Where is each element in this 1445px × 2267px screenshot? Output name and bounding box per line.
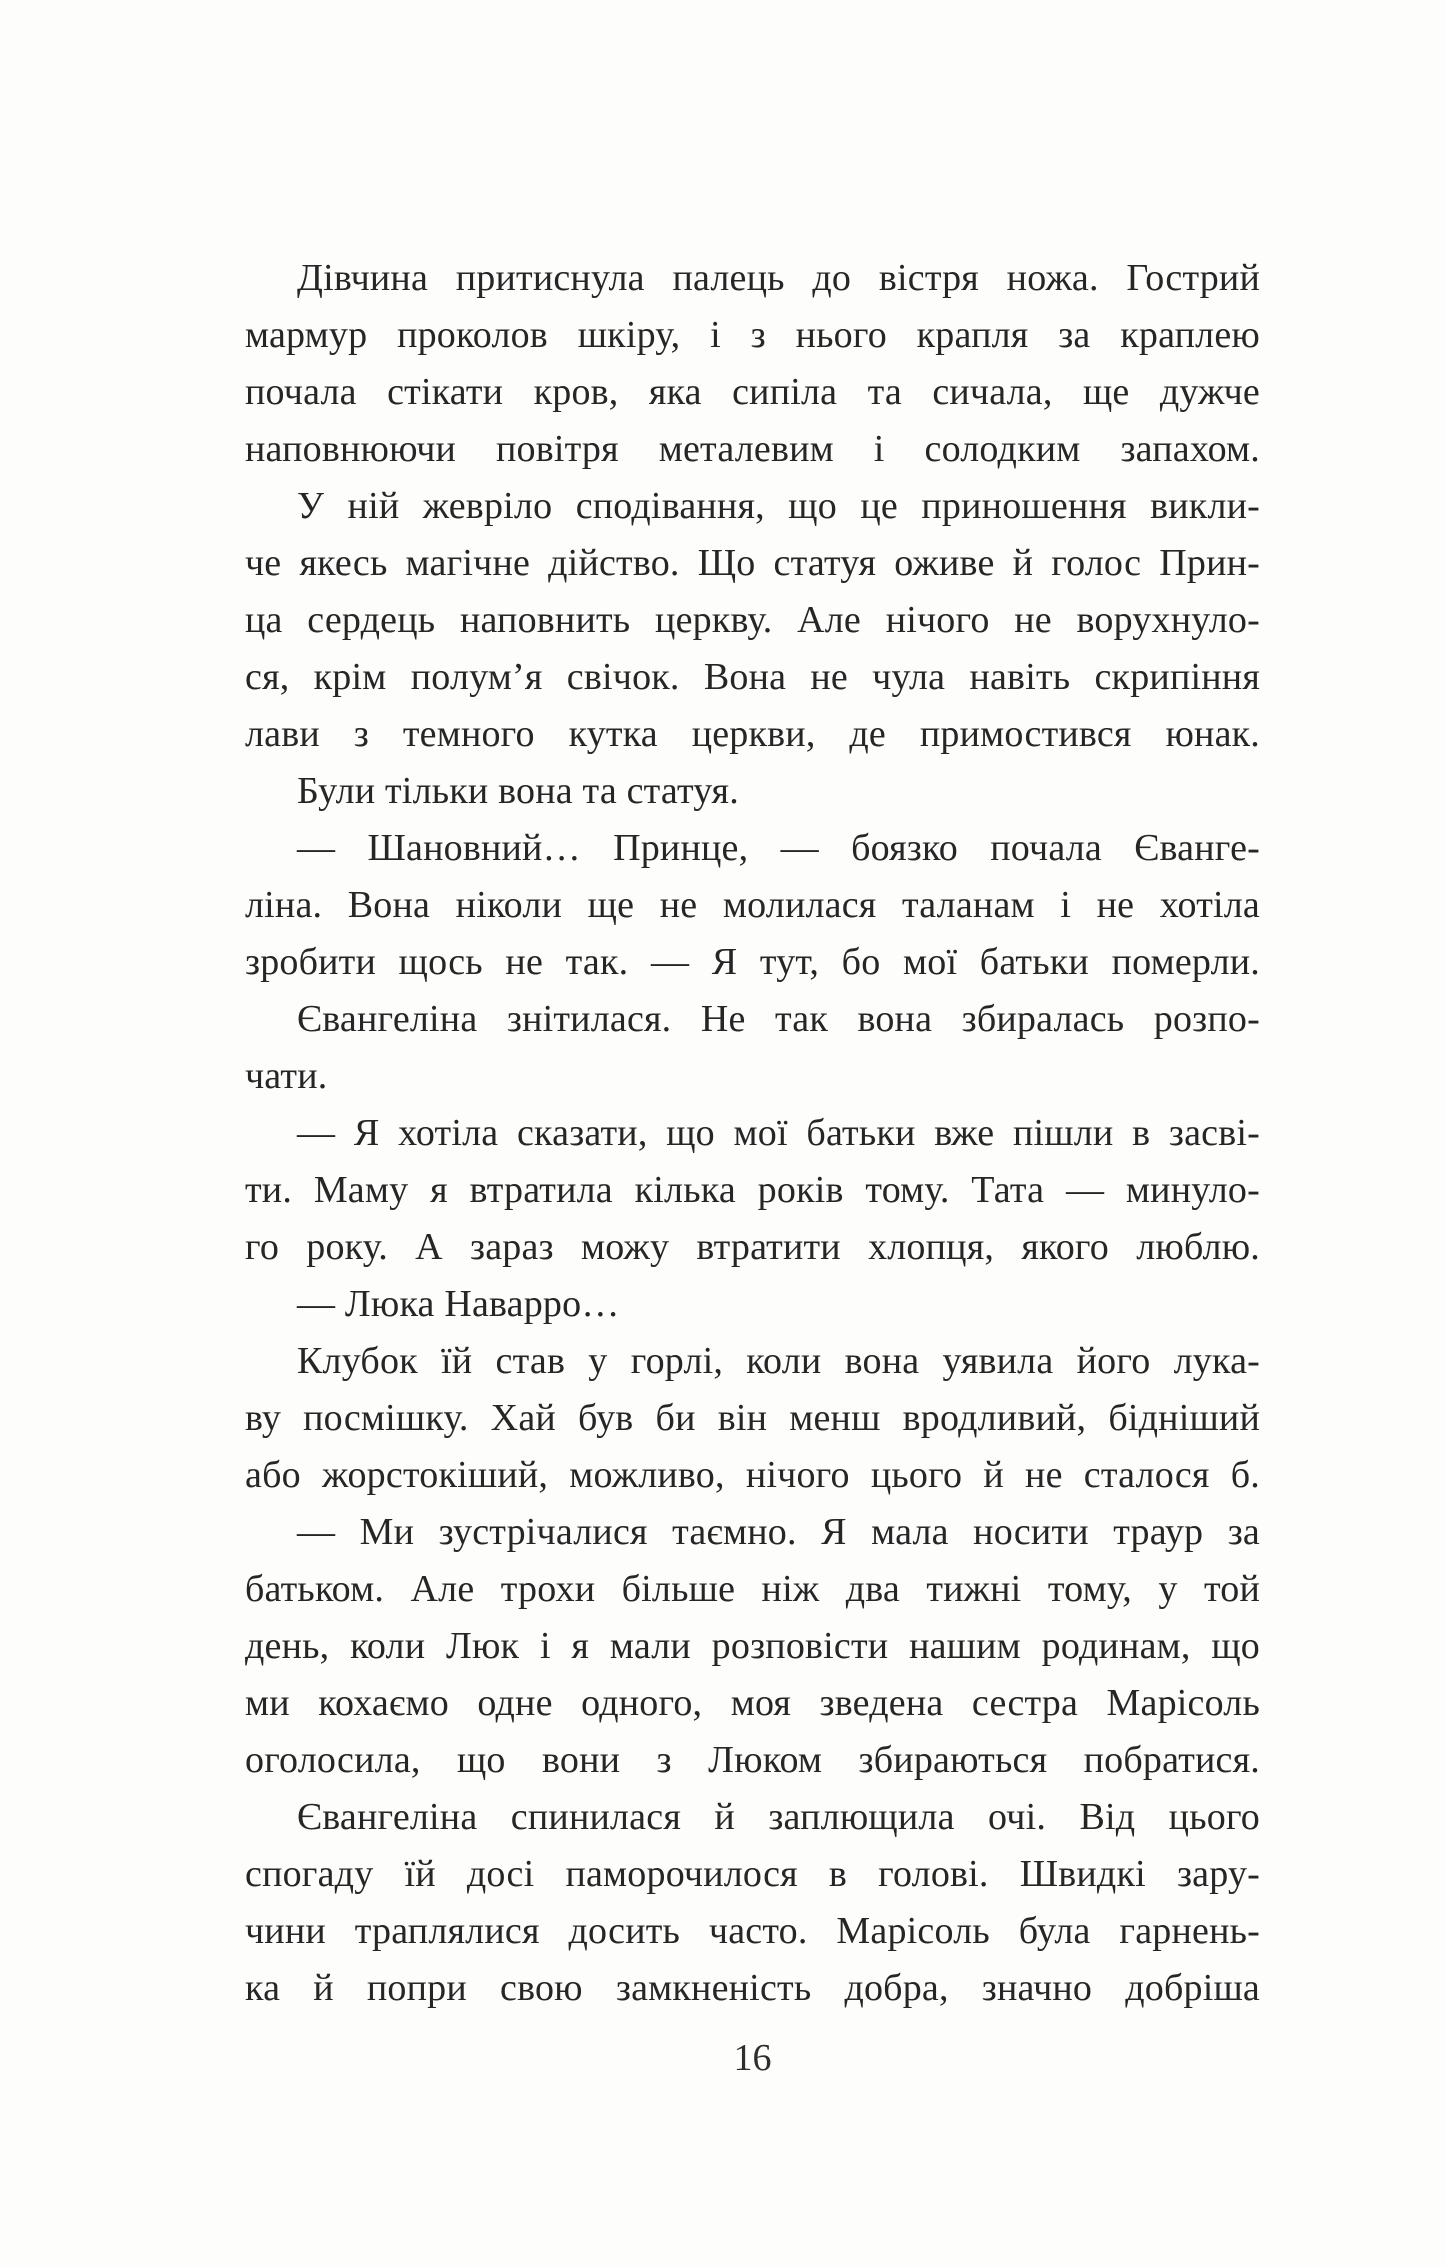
text-line: — Шановний… Принце, — боязко почала Єванге- xyxy=(297,827,1260,869)
paragraph xyxy=(245,1504,1260,1789)
text-line: лави з темного кутка церкви, де примостився юнак. xyxy=(245,713,1260,755)
text-line: Були тільки вона та статуя. xyxy=(297,770,739,812)
paragraph xyxy=(245,991,1260,1105)
paragraph xyxy=(245,1276,1260,1333)
text-line: чини траплялися досить часто. Марісоль була гарнень- xyxy=(245,1910,1260,1952)
text-line: че якесь магічне дійство. Що статуя оживе й голос Прин- xyxy=(245,542,1260,584)
text-line: Дівчина притиснула палець до вістря ножа. Гострий xyxy=(297,257,1260,299)
text-line: Клубок їй став у горлі, коли вона уявила його лука- xyxy=(297,1340,1260,1382)
text-line: ліна. Вона ніколи ще не молилася таланам і не хотіла xyxy=(245,884,1260,926)
text-line: ву посмішку. Хай був би він менш вродливий, бідніший xyxy=(245,1397,1260,1439)
paragraph xyxy=(245,820,1260,991)
text-line: — Люка Наварро… xyxy=(297,1283,620,1325)
text-line: Євангеліна знітилася. Не так вона збиралась розпо- xyxy=(297,998,1260,1040)
paragraph xyxy=(245,478,1260,763)
paragraph xyxy=(245,1105,1260,1276)
text-line: мармур проколов шкіру, і з нього крапля за краплею xyxy=(245,314,1260,356)
text-line: день, коли Люк і я мали розповісти нашим родинам, що xyxy=(245,1625,1260,1667)
text-line: ми кохаємо одне одного, моя зведена сестра Марісоль xyxy=(245,1682,1260,1724)
text-line: зробити щось не так. — Я тут, бо мої батьки померли. xyxy=(245,941,1260,983)
paragraph xyxy=(245,1789,1260,2017)
paragraph xyxy=(245,250,1260,478)
text-line: спогаду їй досі паморочилося в голові. Швидкі зару- xyxy=(245,1853,1260,1895)
text-line: Євангеліна спинилася й заплющила очі. Від цього xyxy=(297,1796,1260,1838)
text-line: — Я хотіла сказати, що мої батьки вже пішли в засві- xyxy=(297,1112,1260,1154)
page-number: 16 xyxy=(733,2037,772,2079)
text-line: наповнюючи повітря металевим і солодким запахом. xyxy=(245,428,1260,470)
text-line: батьком. Але трохи більше ніж два тижні тому, у той xyxy=(245,1568,1260,1610)
text-line: — Ми зустрічалися таємно. Я мала носити траур за xyxy=(297,1511,1260,1553)
body-text-block xyxy=(245,250,1260,2017)
text-line: почала стікати кров, яка сипіла та сичала, ще дужче xyxy=(245,371,1260,413)
paragraph xyxy=(245,763,1260,820)
text-line: ся, крім полум’я свічок. Вона не чула навіть скрипіння xyxy=(245,656,1260,698)
text-line: оголосила, що вони з Люком збираються побратися. xyxy=(245,1739,1260,1781)
text-line: го року. А зараз можу втратити хлопця, якого люблю. xyxy=(245,1226,1260,1268)
text-line: ца сердець наповнить церкву. Але нічого не ворухнуло- xyxy=(245,599,1260,641)
text-line: чати. xyxy=(245,1055,328,1097)
text-line: або жорстокіший, можливо, нічого цього й не сталося б. xyxy=(245,1454,1260,1496)
text-line: У ній жевріло сподівання, що це приношення викли- xyxy=(297,485,1260,527)
text-line: ти. Маму я втратила кілька років тому. Тата — минуло- xyxy=(245,1169,1260,1211)
text-line: ка й попри свою замкненість добра, значно добріша xyxy=(245,1967,1260,2009)
paragraph xyxy=(245,1333,1260,1504)
